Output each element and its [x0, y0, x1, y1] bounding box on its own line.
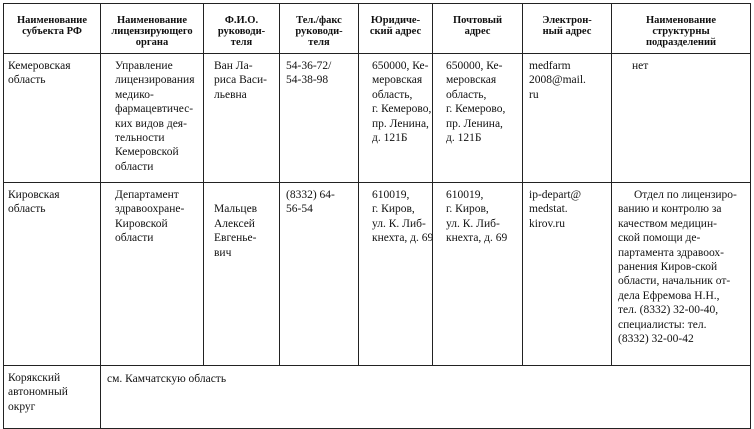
cell-head: Мальцев Алексей Евгенье- вич: [204, 183, 280, 366]
cell-organ: Департамент здравоохране- Кировской области: [101, 183, 204, 366]
cell-postal-address: 610019, г. Киров, ул. К. Либ- кнехта, д. 69: [433, 183, 523, 366]
table-row-kemerovo: [4, 54, 751, 183]
cell-organ: Управление лицензирования медико- фармацевтичес- ких видов дея- тельности Кемеровской области: [101, 54, 204, 183]
cell-phone: 54-36-72/ 54-38-98: [280, 54, 359, 183]
cell-postal-address: 650000, Ке- меровская область, г. Кемерово, пр. Ленина, д. 121Б: [433, 54, 523, 183]
cell-email: ip-depart@ medstat. kirov.ru: [523, 183, 612, 366]
col-header-email: Электрон- ный адрес: [523, 4, 612, 54]
header-row: [4, 4, 751, 54]
cell-subject: Корякский автономный округ: [4, 366, 101, 429]
col-header-head: Ф.И.О. руководи- теля: [204, 4, 280, 54]
col-header-phone: Тел./факс руководи- теля: [280, 4, 359, 54]
cell-subject: Кемеровская область: [4, 54, 101, 183]
cell-legal-address: 650000, Ке- меровская область, г. Кемерово, пр. Ленина, д. 121Б: [359, 54, 433, 183]
col-header-organ: Наименование лицензирующего органа: [101, 4, 204, 54]
cell-subject: Кировская область: [4, 183, 101, 366]
cell-division: нет: [612, 54, 751, 183]
cell-reference: см. Камчатскую область: [101, 366, 751, 429]
col-header-legal-address: Юридиче- ский адрес: [359, 4, 433, 54]
col-header-postal-address: Почтовый адрес: [433, 4, 523, 54]
cell-legal-address: 610019, г. Киров, ул. К. Либ- кнехта, д. 69: [359, 183, 433, 366]
cell-email: medfarm 2008@mail. ru: [523, 54, 612, 183]
table-row-kirov: [4, 183, 751, 366]
cell-head: Ван Ла- риса Васи- льевна: [204, 54, 280, 183]
cell-division: Отдел по лицензиро- ванию и контролю за качеством медицин- ской помощи де- партамента здравоох- ранения Киров-ской области, начальник от- дела Ефремова Н.Н., тел. (8332) 32-00-40, специалисты: тел. (8332) 32-00-42: [612, 183, 751, 366]
table-row-koryak: [4, 366, 751, 429]
col-header-division: Наименование структурны подразделений: [612, 4, 751, 54]
col-header-subject: Наименование субъекта РФ: [4, 4, 101, 54]
licensing-bodies-table: [3, 3, 751, 429]
cell-phone: (8332) 64- 56-54: [280, 183, 359, 366]
